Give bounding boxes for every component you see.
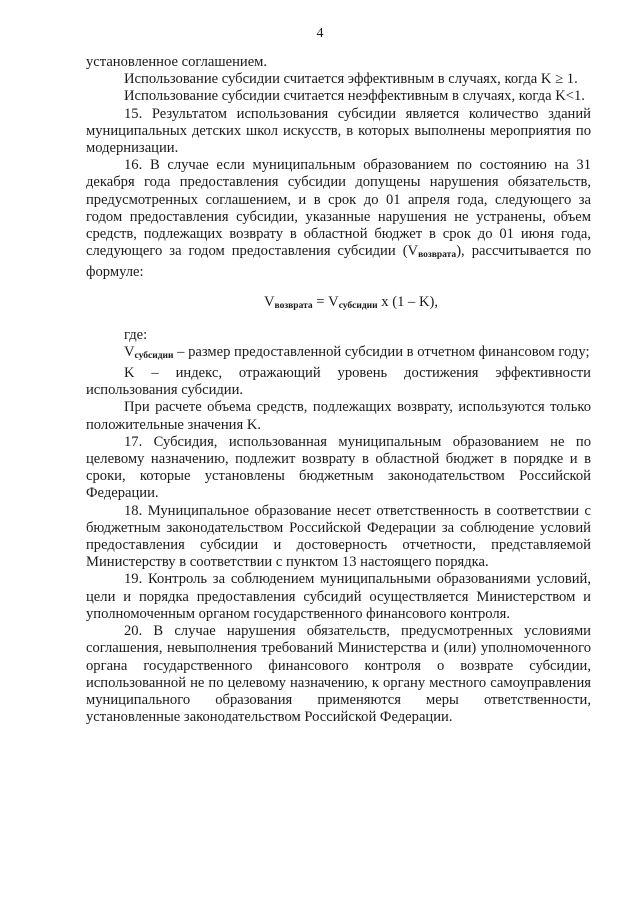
paragraph-20: 20. В случае нарушения обязательств, предусмотренных условиями соглашения, невыполнения требований Министерства и (или) уполномоченного органа государственного финансового контроля о возврате субсидии, использованной не по целевому назначению, к органу местного самоуправления муниципального образования применяются меры ответственности, установленные законодательством Российской Федерации. — [86, 623, 591, 726]
effective-usage-paragraph: Использование субсидии считается эффективным в случаях, когда K ≥ 1. — [124, 71, 578, 88]
paragraph-16 — [86, 157, 591, 281]
formula-lhs-subscript: возврата — [274, 300, 313, 311]
page-number: 4 — [316, 26, 324, 41]
positive-values-paragraph: При расчете объема средств, подлежащих возврату, используются только положительные значения K. — [86, 399, 591, 433]
ineffective-usage-paragraph: Использование субсидии считается неэффективным в случаях, когда K<1. — [124, 88, 585, 105]
paragraph-16-subscript: возврата — [418, 250, 457, 261]
paragraph-19: 19. Контроль за соблюдением муниципальными образованиями условий, цели и порядка предоставления субсидий осуществляется Министерством и уполномоченным органом государственного финансового контроля. — [86, 571, 591, 622]
formula-rhs-tail: x (1 – K), — [377, 293, 439, 310]
paragraph-15: 15. Результатом использования субсидии является количество зданий муниципальных детских школ искусств, в которых выполнены мероприятия по модернизации. — [86, 105, 591, 157]
paragraph-17: 17. Субсидия, использованная муниципальным образованием не по целевому назначению, подлежит возврату в областной бюджет в порядке и в сроки, которые установлены бюджетным законодательством Российской Федерации. — [86, 433, 591, 502]
where-label: где: — [124, 326, 148, 343]
formula-equals: = — [312, 293, 329, 310]
paragraph-18: 18. Муниципальное образование несет ответственность в соответствии с бюджетным законодательством Российской Федерации за соблюдение условий предоставления субсидии и достоверность отчетности, представляемой Министерству в соответствии с пунктом 13 настоящего порядка. — [86, 502, 591, 571]
paragraph-16-text: 16. В случае если муниципальным образованием по состоянию на 31 декабря года предоставления субсидии допущены нарушения обязательств, предусмотренных соглашением, и в срок до 01 апреля года, следующего за годом предоставления субсидии, указанные нарушения не устранены, объем средств, подлежащих возврату в областной бюджет в срок до 01 июня года, следующего за годом предоставления субсидии (V — [86, 157, 591, 260]
def-v-text: – размер предоставленной субсидии в отчетном финансовом году; — [173, 343, 590, 360]
return-formula — [86, 293, 591, 315]
definition-k-index: K – индекс, отражающий уровень достижения эффективности использования субсидии. — [86, 365, 591, 399]
def-v-symbol: V — [124, 343, 135, 360]
formula-lhs-symbol: V — [264, 293, 275, 310]
formula-rhs-subscript: субсидии — [338, 300, 378, 311]
paragraph-16-tail: ), рассчитывается по формуле: — [86, 243, 591, 281]
document-body — [86, 54, 591, 726]
definition-v-subsidy — [86, 344, 591, 365]
intro-line: установленное соглашением. — [86, 54, 268, 70]
def-v-subscript: субсидии — [134, 350, 174, 361]
formula-rhs-symbol: V — [328, 293, 339, 310]
